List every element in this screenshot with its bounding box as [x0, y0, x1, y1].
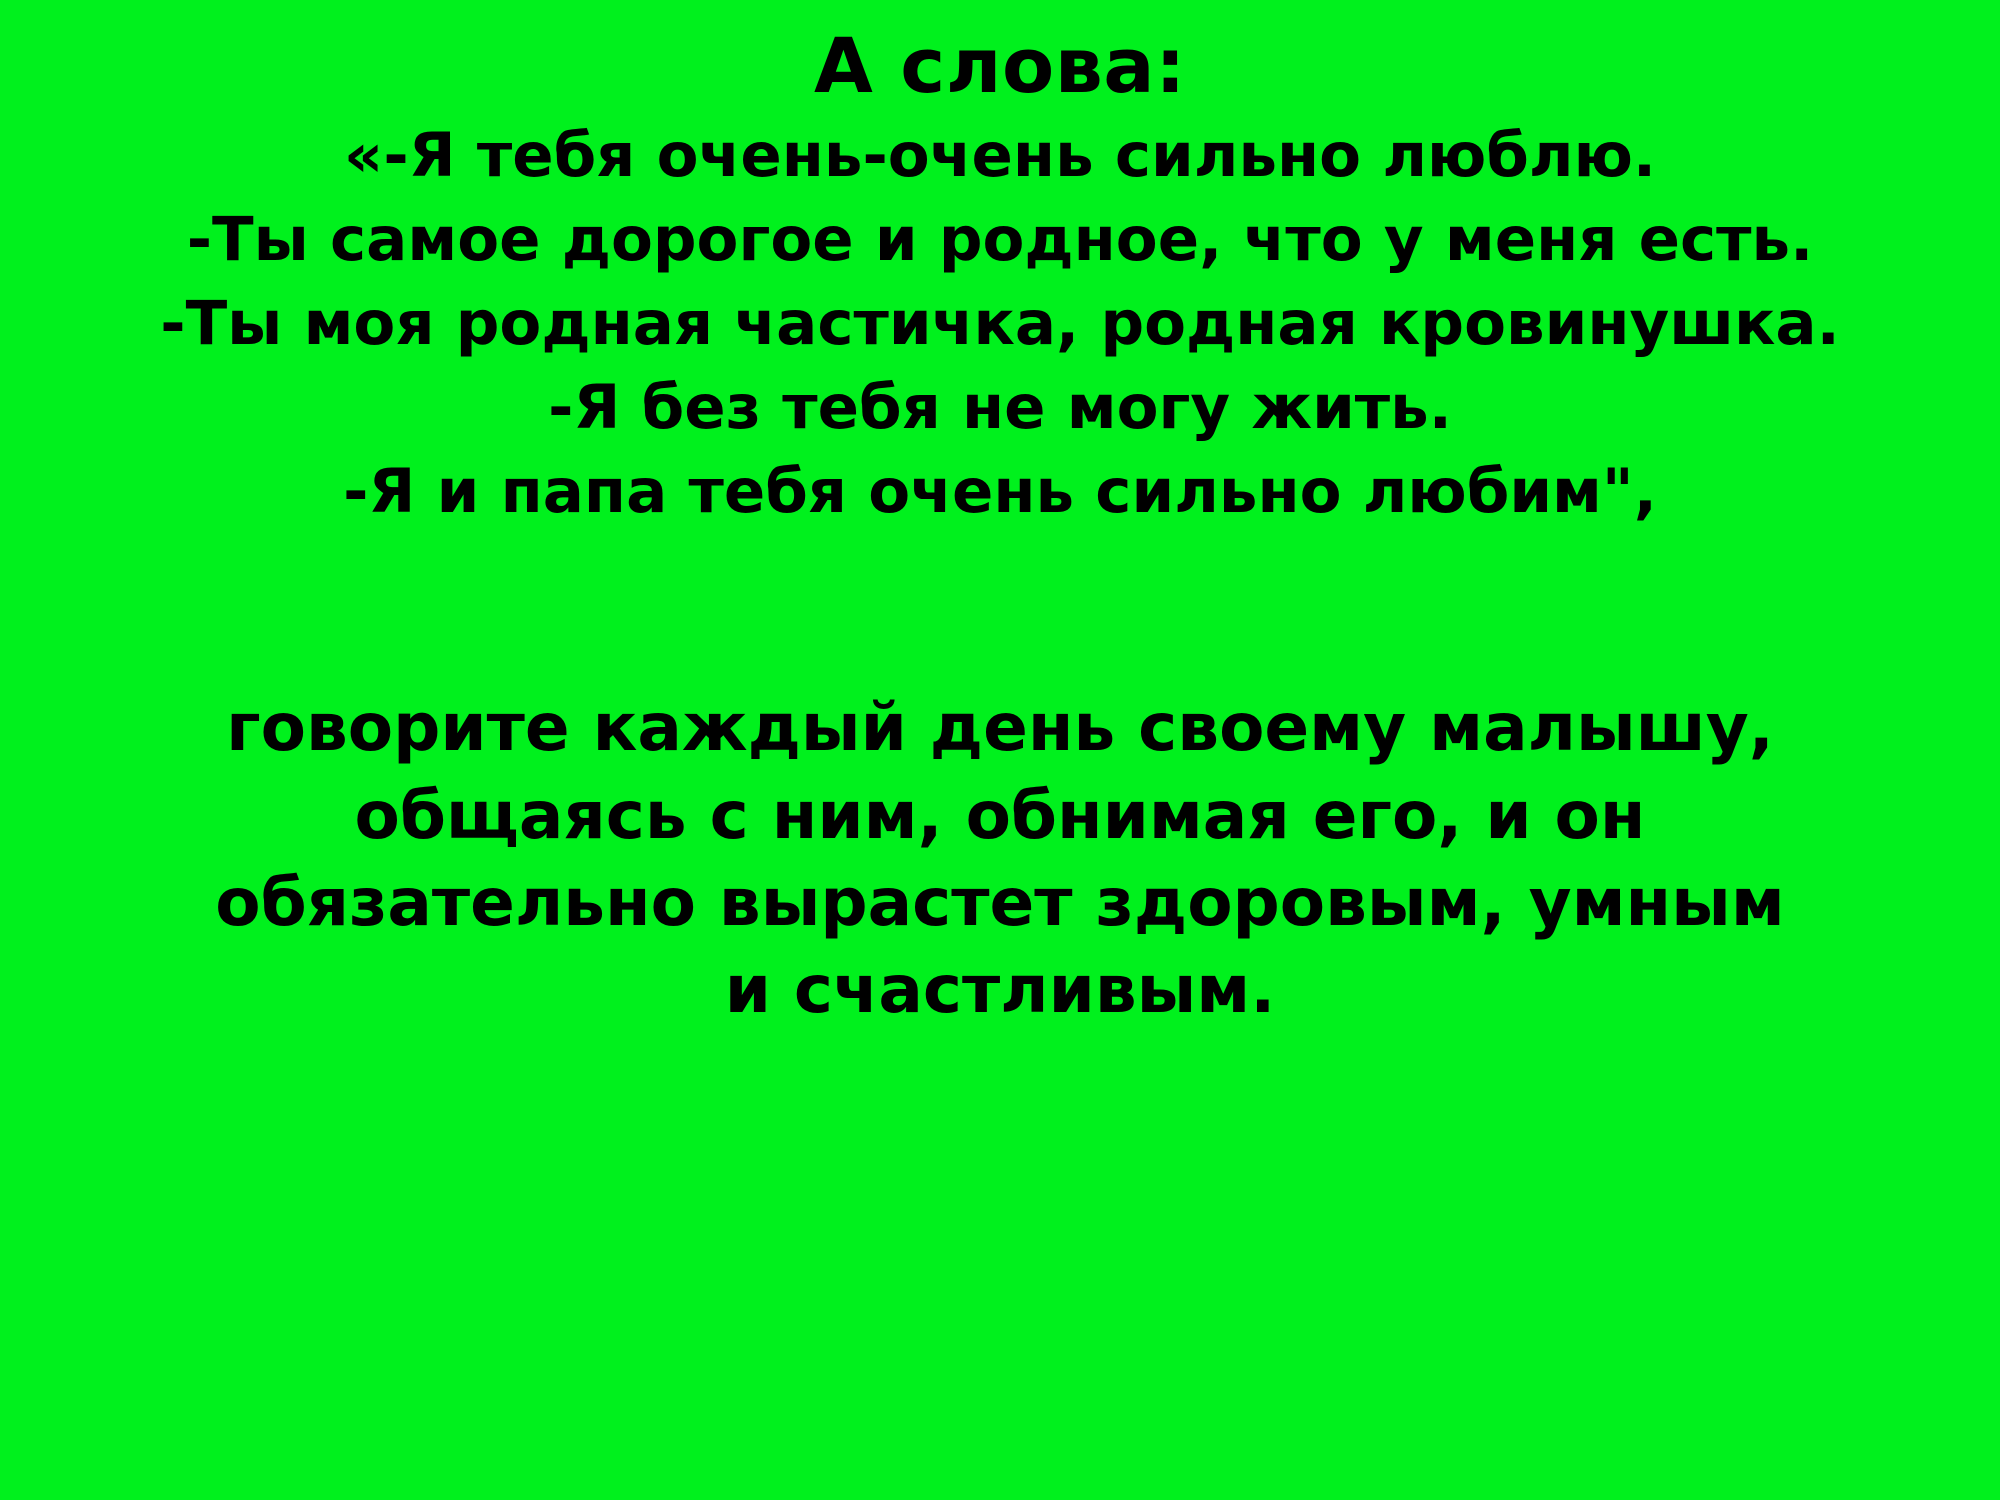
page-title: А слова: — [814, 21, 1186, 110]
closing-line: говорите каждый день своему малышу, — [226, 689, 1774, 767]
closing-line: общаясь с ним, обнимая его, и он — [354, 776, 1646, 854]
closing-line: обязательно вырастет здоровым, умным — [215, 863, 1785, 941]
closing-block — [30, 684, 1970, 1032]
quote-line: -Ты моя родная частичка, родная кровинушка. — [160, 287, 1840, 359]
quote-line: -Я и папа тебя очень сильно любим", — [343, 456, 1657, 528]
closing-line: и счастливым. — [724, 950, 1276, 1028]
quote-line: -Я без тебя не могу жить. — [548, 372, 1452, 444]
quote-line: «-Я тебя очень-очень сильно люблю. — [343, 119, 1657, 191]
quote-line: -Ты самое дорогое и родное, что у меня есть. — [186, 203, 1814, 275]
quote-block — [30, 114, 1970, 535]
